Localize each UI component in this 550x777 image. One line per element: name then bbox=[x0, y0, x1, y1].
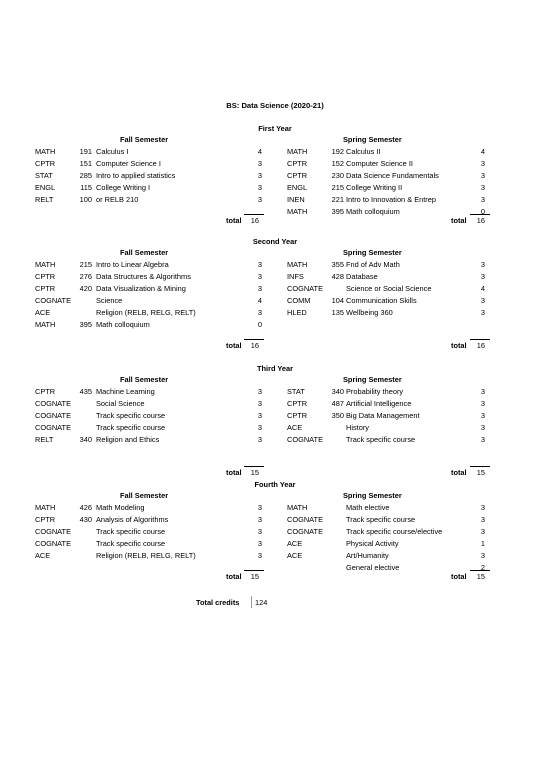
course-title: Computer Science I bbox=[96, 159, 161, 168]
course-title: Calculus I bbox=[96, 147, 129, 156]
fall-total-value: 16 bbox=[250, 216, 259, 225]
course-number: 430 bbox=[79, 515, 92, 524]
course-title: Analysis of Algorithms bbox=[96, 515, 169, 524]
course-credits: 3 bbox=[480, 387, 485, 396]
course-dept: MATH bbox=[287, 260, 308, 269]
course-dept: MATH bbox=[35, 260, 56, 269]
year-heading: Third Year bbox=[256, 364, 293, 373]
course-credits: 3 bbox=[257, 387, 262, 396]
course-credits: 3 bbox=[480, 423, 485, 432]
course-credits: 3 bbox=[257, 183, 262, 192]
course-credits: 3 bbox=[257, 308, 262, 317]
course-title: Math elective bbox=[346, 503, 390, 512]
course-credits: 4 bbox=[257, 147, 262, 156]
course-dept: COGNATE bbox=[287, 515, 323, 524]
course-credits: 3 bbox=[257, 272, 262, 281]
course-credits: 2 bbox=[480, 563, 485, 572]
spring-total-rule bbox=[470, 466, 490, 467]
course-title: Track specific course bbox=[96, 539, 166, 548]
course-dept: COGNATE bbox=[35, 539, 71, 548]
course-number: 100 bbox=[79, 195, 92, 204]
course-credits: 3 bbox=[257, 159, 262, 168]
course-dept: ACE bbox=[35, 308, 51, 317]
fall-total-label: total bbox=[226, 216, 242, 225]
spring-total-label: total bbox=[451, 216, 467, 225]
course-title: Big Data Management bbox=[346, 411, 420, 420]
course-dept: RELT bbox=[35, 195, 54, 204]
course-title: Data Visualization & Mining bbox=[96, 284, 186, 293]
course-title: Intro to Linear Algebra bbox=[96, 260, 169, 269]
course-dept: ENGL bbox=[287, 183, 308, 192]
course-credits: 3 bbox=[257, 527, 262, 536]
course-credits: 0 bbox=[257, 320, 262, 329]
course-credits: 1 bbox=[480, 539, 485, 548]
course-dept: CPTR bbox=[35, 515, 56, 524]
course-credits: 3 bbox=[480, 272, 485, 281]
course-credits: 3 bbox=[480, 551, 485, 560]
fall-total-value: 15 bbox=[250, 468, 259, 477]
course-row bbox=[0, 386, 550, 398]
course-row bbox=[0, 502, 550, 514]
course-row bbox=[0, 514, 550, 526]
course-row bbox=[0, 526, 550, 538]
course-title: History bbox=[346, 423, 369, 432]
course-credits: 3 bbox=[257, 171, 262, 180]
year-heading: Second Year bbox=[252, 237, 298, 246]
course-dept: STAT bbox=[287, 387, 305, 396]
course-title: Data Structures & Algorithms bbox=[96, 272, 191, 281]
spring-semester-heading: Spring Semester bbox=[343, 375, 402, 384]
course-credits: 3 bbox=[257, 423, 262, 432]
course-row bbox=[0, 259, 550, 271]
course-credits: 4 bbox=[480, 284, 485, 293]
spring-semester-heading: Spring Semester bbox=[343, 248, 402, 257]
course-credits: 3 bbox=[480, 503, 485, 512]
course-dept: CPTR bbox=[35, 159, 56, 168]
course-dept: CPTR bbox=[35, 272, 56, 281]
course-title: Track specific course bbox=[346, 435, 416, 444]
course-title: Calculus II bbox=[346, 147, 381, 156]
course-number: 285 bbox=[79, 171, 92, 180]
course-title: Probability theory bbox=[346, 387, 404, 396]
course-dept: ENGL bbox=[35, 183, 56, 192]
course-title: Intro to Innovation & Entrep bbox=[346, 195, 436, 204]
spring-total-label: total bbox=[451, 572, 467, 581]
course-credits: 3 bbox=[480, 411, 485, 420]
course-title: Machine Learning bbox=[96, 387, 155, 396]
course-row bbox=[0, 158, 550, 170]
course-number: 135 bbox=[331, 308, 344, 317]
course-row bbox=[0, 422, 550, 434]
fall-total-value: 15 bbox=[250, 572, 259, 581]
course-credits: 3 bbox=[257, 195, 262, 204]
course-number: 221 bbox=[331, 195, 344, 204]
total-credits-label: Total credits bbox=[196, 598, 240, 607]
spring-total-rule bbox=[470, 339, 490, 340]
course-title: Fnd of Adv Math bbox=[346, 260, 400, 269]
course-dept: INEN bbox=[287, 195, 305, 204]
course-dept: COGNATE bbox=[35, 296, 71, 305]
course-title: Track specific course bbox=[346, 515, 416, 524]
course-dept: COGNATE bbox=[35, 423, 71, 432]
fall-total-rule bbox=[244, 339, 264, 340]
spring-total-label: total bbox=[451, 468, 467, 477]
course-title: Math colloquium bbox=[346, 207, 400, 216]
course-credits: 3 bbox=[480, 195, 485, 204]
course-row bbox=[0, 434, 550, 446]
course-number: 487 bbox=[331, 399, 344, 408]
spring-total-rule bbox=[470, 570, 490, 571]
course-title: College Writing I bbox=[96, 183, 151, 192]
course-dept: HLED bbox=[287, 308, 307, 317]
course-number: 395 bbox=[79, 320, 92, 329]
course-number: 215 bbox=[79, 260, 92, 269]
course-number: 426 bbox=[79, 503, 92, 512]
course-credits: 3 bbox=[257, 411, 262, 420]
course-title: Communication Skills bbox=[346, 296, 417, 305]
course-credits: 3 bbox=[257, 284, 262, 293]
course-title: College Writing II bbox=[346, 183, 403, 192]
course-credits: 3 bbox=[257, 260, 262, 269]
spring-total-rule bbox=[470, 214, 490, 215]
course-dept: MATH bbox=[35, 503, 56, 512]
course-row bbox=[0, 182, 550, 194]
year-heading: Fourth Year bbox=[254, 480, 296, 489]
spring-total-label: total bbox=[451, 341, 467, 350]
course-number: 152 bbox=[331, 159, 344, 168]
course-credits: 3 bbox=[257, 503, 262, 512]
spring-total-value: 16 bbox=[476, 341, 485, 350]
fall-total-label: total bbox=[226, 572, 242, 581]
course-title: Computer Science II bbox=[346, 159, 413, 168]
course-title: Artificial Intelligence bbox=[346, 399, 412, 408]
course-credits: 3 bbox=[480, 171, 485, 180]
course-dept: ACE bbox=[35, 551, 51, 560]
course-dept: COGNATE bbox=[287, 284, 323, 293]
course-title: Art/Humanity bbox=[346, 551, 389, 560]
course-dept: COGNATE bbox=[35, 527, 71, 536]
course-row bbox=[0, 170, 550, 182]
course-title: Intro to applied statistics bbox=[96, 171, 176, 180]
course-dept: MATH bbox=[35, 147, 56, 156]
course-title: Track specific course/elective bbox=[346, 527, 443, 536]
course-row bbox=[0, 398, 550, 410]
fall-semester-heading: Fall Semester bbox=[120, 135, 169, 144]
course-dept: MATH bbox=[287, 503, 308, 512]
course-dept: ACE bbox=[287, 423, 303, 432]
course-number: 340 bbox=[331, 387, 344, 396]
course-title: Science or Social Science bbox=[346, 284, 432, 293]
spring-total-value: 16 bbox=[476, 216, 485, 225]
fall-total-rule bbox=[244, 466, 264, 467]
course-number: 420 bbox=[79, 284, 92, 293]
course-credits: 0 bbox=[480, 207, 485, 216]
course-number: 151 bbox=[79, 159, 92, 168]
spring-total-value: 15 bbox=[476, 572, 485, 581]
spring-semester-heading: Spring Semester bbox=[343, 135, 402, 144]
course-credits: 3 bbox=[257, 435, 262, 444]
course-row bbox=[0, 194, 550, 206]
course-dept: CPTR bbox=[35, 387, 56, 396]
course-row bbox=[0, 295, 550, 307]
course-row bbox=[0, 410, 550, 422]
course-number: 215 bbox=[331, 183, 344, 192]
course-title: Science bbox=[96, 296, 123, 305]
spring-semester-heading: Spring Semester bbox=[343, 491, 402, 500]
course-credits: 3 bbox=[257, 399, 262, 408]
course-dept: COGNATE bbox=[287, 435, 323, 444]
course-credits: 3 bbox=[480, 159, 485, 168]
course-dept: MATH bbox=[287, 207, 308, 216]
course-dept: RELT bbox=[35, 435, 54, 444]
course-row bbox=[0, 271, 550, 283]
course-row bbox=[0, 307, 550, 319]
course-dept: MATH bbox=[287, 147, 308, 156]
course-dept: INFS bbox=[287, 272, 304, 281]
course-title: Physical Activity bbox=[346, 539, 399, 548]
course-credits: 3 bbox=[480, 296, 485, 305]
course-number: 192 bbox=[331, 147, 344, 156]
course-number: 230 bbox=[331, 171, 344, 180]
course-title: General elective bbox=[346, 563, 400, 572]
course-title: Track specific course bbox=[96, 411, 166, 420]
course-title: Religion (RELB, RELG, RELT) bbox=[96, 551, 196, 560]
course-number: 104 bbox=[331, 296, 344, 305]
fall-total-value: 16 bbox=[250, 341, 259, 350]
course-credits: 3 bbox=[257, 539, 262, 548]
fall-semester-heading: Fall Semester bbox=[120, 248, 169, 257]
course-dept: MATH bbox=[35, 320, 56, 329]
course-title: Track specific course bbox=[96, 423, 166, 432]
course-credits: 3 bbox=[257, 551, 262, 560]
course-dept: CPTR bbox=[287, 171, 308, 180]
course-dept: CPTR bbox=[35, 284, 56, 293]
course-dept: CPTR bbox=[287, 411, 308, 420]
course-row bbox=[0, 283, 550, 295]
course-row bbox=[0, 550, 550, 562]
course-dept: ACE bbox=[287, 539, 303, 548]
fall-total-label: total bbox=[226, 468, 242, 477]
fall-semester-heading: Fall Semester bbox=[120, 375, 169, 384]
spring-total-value: 15 bbox=[476, 468, 485, 477]
course-title: Database bbox=[346, 272, 378, 281]
course-dept: CPTR bbox=[287, 159, 308, 168]
course-credits: 3 bbox=[480, 260, 485, 269]
course-row bbox=[0, 146, 550, 158]
course-row bbox=[0, 319, 550, 331]
course-title: Religion (RELB, RELG, RELT) bbox=[96, 308, 196, 317]
course-credits: 3 bbox=[480, 399, 485, 408]
course-credits: 3 bbox=[480, 435, 485, 444]
course-dept: COGNATE bbox=[35, 411, 71, 420]
course-dept: CPTR bbox=[287, 399, 308, 408]
total-credits-value: 124 bbox=[255, 598, 268, 607]
course-dept: STAT bbox=[35, 171, 53, 180]
course-number: 276 bbox=[79, 272, 92, 281]
course-number: 355 bbox=[331, 260, 344, 269]
course-dept: ACE bbox=[287, 551, 303, 560]
course-title: Social Science bbox=[96, 399, 145, 408]
course-dept: COMM bbox=[287, 296, 311, 305]
course-number: 191 bbox=[79, 147, 92, 156]
course-title: Data Science Fundamentals bbox=[346, 171, 439, 180]
course-title: Wellbeing 360 bbox=[346, 308, 393, 317]
course-number: 340 bbox=[79, 435, 92, 444]
course-credits: 3 bbox=[480, 515, 485, 524]
course-number: 350 bbox=[331, 411, 344, 420]
course-credits: 3 bbox=[480, 527, 485, 536]
course-credits: 4 bbox=[480, 147, 485, 156]
course-row bbox=[0, 538, 550, 550]
course-credits: 4 bbox=[257, 296, 262, 305]
course-title: or RELB 210 bbox=[96, 195, 139, 204]
course-dept: COGNATE bbox=[35, 399, 71, 408]
course-title: Math colloquium bbox=[96, 320, 150, 329]
course-credits: 3 bbox=[257, 515, 262, 524]
divider bbox=[251, 596, 252, 608]
course-credits: 3 bbox=[480, 308, 485, 317]
page-title: BS: Data Science (2020-21) bbox=[226, 101, 324, 110]
fall-semester-heading: Fall Semester bbox=[120, 491, 169, 500]
course-number: 428 bbox=[331, 272, 344, 281]
course-number: 395 bbox=[331, 207, 344, 216]
course-title: Math Modeling bbox=[96, 503, 145, 512]
course-number: 115 bbox=[80, 183, 92, 192]
fall-total-label: total bbox=[226, 341, 242, 350]
course-title: Religion and Ethics bbox=[96, 435, 160, 444]
year-heading: First Year bbox=[258, 124, 292, 133]
course-title: Track specific course bbox=[96, 527, 166, 536]
course-dept: COGNATE bbox=[287, 527, 323, 536]
course-credits: 3 bbox=[480, 183, 485, 192]
course-number: 435 bbox=[79, 387, 92, 396]
